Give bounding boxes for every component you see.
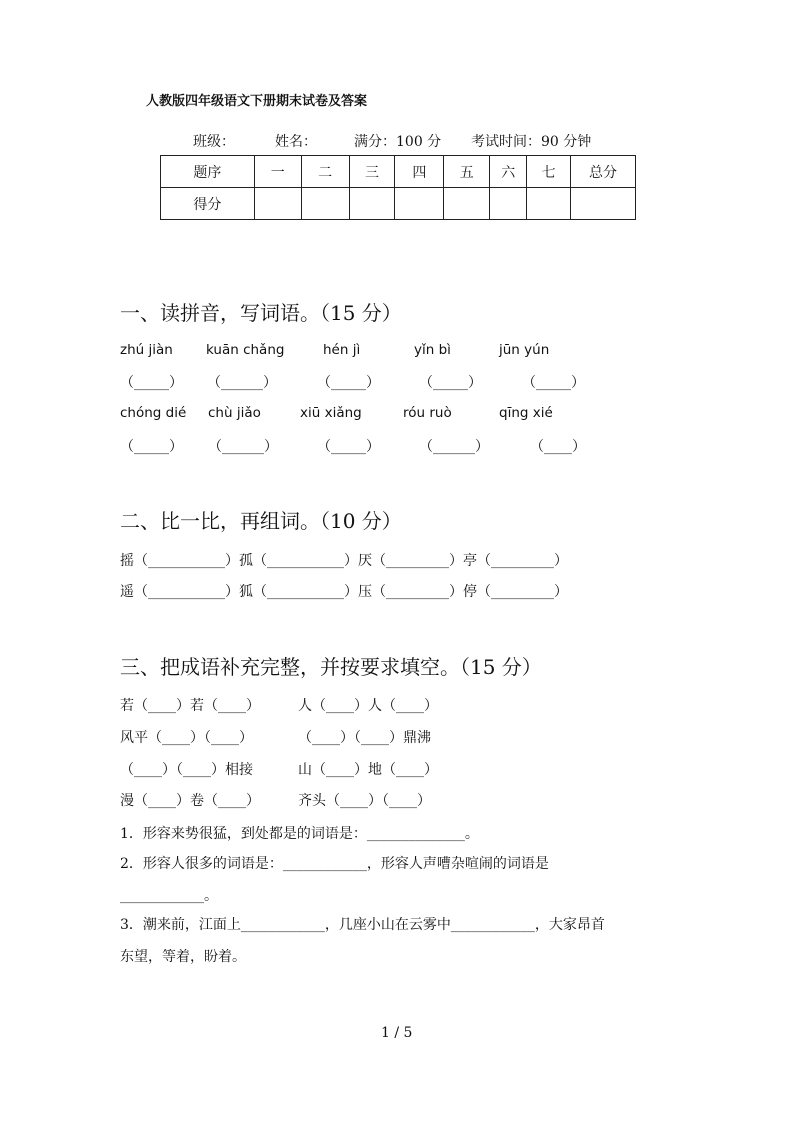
score-input-cell[interactable] (395, 188, 444, 220)
answer-blank[interactable]: （_____） (120, 439, 183, 455)
answer-blank[interactable]: （_____） (120, 375, 183, 391)
idiom-item[interactable]: 齐头（____）（____） (298, 793, 431, 809)
answer-blank[interactable]: （_____） (317, 439, 380, 455)
table-cell: 三 (349, 156, 395, 188)
pinyin: qīng xié (499, 405, 553, 421)
table-row (161, 188, 636, 220)
answer-blank[interactable]: （______） (419, 439, 489, 455)
table-cell: 一 (254, 156, 301, 188)
idiom-item[interactable]: （____）（____）相接 (120, 762, 253, 778)
table-cell: 四 (395, 156, 444, 188)
idiom-item[interactable]: 人（____）人（____） (298, 698, 438, 714)
table-cell: 五 (444, 156, 490, 188)
idiom-item[interactable]: （____）（____）鼎沸 (298, 730, 431, 746)
question-2[interactable]: 2．形容人很多的词语是：____________，形容人声嘈杂喧闹的词语是 (120, 856, 549, 872)
question-3[interactable]: 3．潮来前，江面上____________，几座小山在云雾中____________，大家昂首 (120, 917, 605, 933)
score-input-cell[interactable] (527, 188, 571, 220)
full-score-label: 满分：100 分 (354, 134, 442, 150)
table-cell: 题序 (161, 156, 255, 188)
pinyin: yǐn bì (414, 342, 451, 358)
table-row (161, 156, 636, 188)
table-cell: 得分 (161, 188, 255, 220)
table-cell: 六 (490, 156, 527, 188)
section1-heading: 一、读拼音，写词语。（15 分） (120, 301, 402, 325)
answer-blank[interactable]: （______） (207, 375, 277, 391)
idiom-item[interactable]: 山（____）地（____） (298, 762, 438, 778)
question-1[interactable]: 1．形容来势很猛，到处都是的词语是：______________。 (120, 826, 479, 842)
pinyin: róu ruò (403, 405, 452, 421)
class-label: 班级： (193, 134, 235, 150)
compare-line-2[interactable]: 遥（___________）狐（___________）压（_________）停（_________） (120, 584, 568, 600)
table-cell: 二 (301, 156, 349, 188)
table-cell: 总分 (571, 156, 636, 188)
idiom-item[interactable]: 风平（____）（____） (120, 730, 253, 746)
section2-heading: 二、比一比，再组词。（10 分） (120, 509, 402, 533)
pinyin: zhú jiàn (120, 342, 173, 358)
question-3-continued: 东望，等着，盼着。 (120, 949, 246, 965)
pinyin: chóng dié (120, 405, 187, 421)
score-input-cell[interactable] (349, 188, 395, 220)
score-table (160, 155, 636, 220)
pinyin: jūn yún (499, 342, 550, 358)
score-input-cell[interactable] (571, 188, 636, 220)
score-input-cell[interactable] (490, 188, 527, 220)
score-input-cell[interactable] (301, 188, 349, 220)
page-number: 1 / 5 (381, 1025, 413, 1041)
answer-blank[interactable]: （_____） (522, 375, 585, 391)
exam-time-label: 考试时间：90 分钟 (471, 134, 592, 150)
answer-blank[interactable]: （______） (208, 439, 278, 455)
idiom-item[interactable]: 若（____）若（____） (120, 698, 260, 714)
compare-line-1[interactable]: 摇（___________）孤（___________）厌（_________）亭（_________） (120, 553, 568, 569)
score-input-cell[interactable] (254, 188, 301, 220)
answer-blank[interactable]: （____） (530, 439, 586, 455)
document-title: 人教版四年级语文下册期末试卷及答案 (146, 94, 368, 109)
pinyin: hén jì (323, 342, 361, 358)
pinyin: chù jiǎo (208, 405, 261, 421)
idiom-item[interactable]: 漫（____）卷（____） (120, 793, 260, 809)
answer-blank[interactable]: （_____） (317, 375, 380, 391)
pinyin: kuān chǎng (206, 342, 285, 358)
pinyin: xiū xiǎng (300, 405, 362, 421)
question-2-continued[interactable]: ____________。 (120, 888, 218, 904)
table-cell: 七 (527, 156, 571, 188)
section3-heading: 三、把成语补充完整，并按要求填空。（15 分） (120, 655, 542, 679)
name-label: 姓名： (275, 134, 317, 150)
answer-blank[interactable]: （_____） (419, 375, 482, 391)
score-input-cell[interactable] (444, 188, 490, 220)
